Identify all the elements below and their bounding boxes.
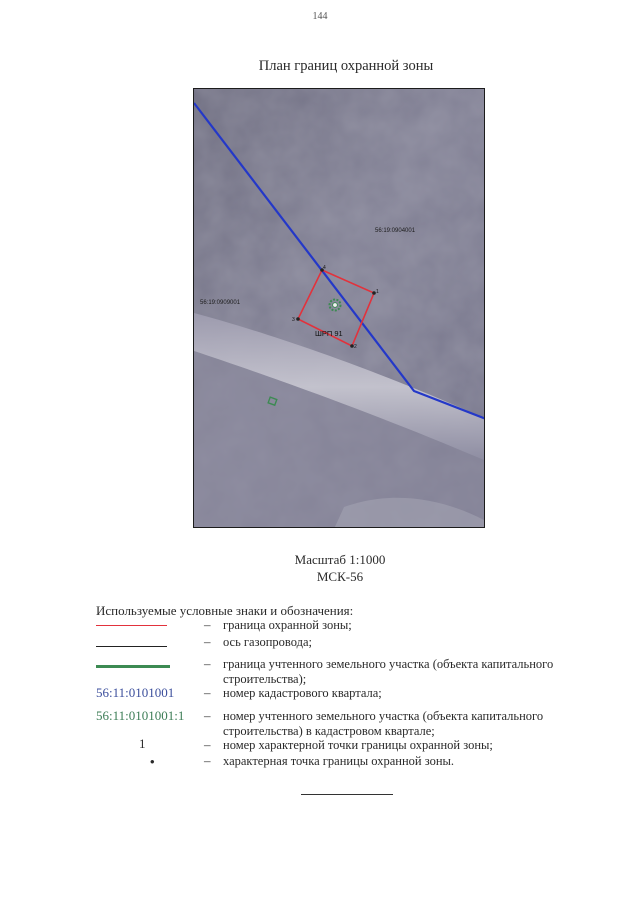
- scale-text: Масштаб 1:1000: [294, 552, 386, 567]
- legend-description: номер кадастрового квартала;: [223, 686, 382, 700]
- object-label: ШРП 91: [315, 329, 343, 338]
- legend-dash: –: [204, 656, 211, 671]
- legend-green-line-symbol: [96, 665, 170, 668]
- legend-dash: –: [204, 634, 211, 649]
- legend-point-number-symbol: 1: [139, 736, 146, 751]
- point-label: 3: [292, 317, 295, 323]
- legend-black-line-symbol: [96, 646, 167, 647]
- cadastral-quarter-label: 56:19:0904001: [375, 228, 416, 234]
- crs-text: МСК-56: [316, 569, 364, 584]
- legend-dash: –: [204, 685, 211, 700]
- legend-description: номер учтенного земельного участка (объекта капитального строительства) в кадастровом квартале;: [223, 709, 544, 738]
- boundary-point-marker: [296, 317, 300, 321]
- legend-description: ось газопровода;: [223, 635, 313, 649]
- legend-dash: –: [204, 708, 211, 723]
- legend-description: характерная точка границы охранной зоны.: [223, 754, 455, 768]
- legend-description: граница учтенного земельного участка (объекта капитального строительства);: [223, 657, 554, 686]
- map-canvas: [194, 89, 485, 528]
- legend-cadastral-quarter-symbol: 56:11:0101001: [96, 685, 175, 700]
- legend-description: граница охранной зоны;: [223, 618, 352, 632]
- legend-point-marker-symbol: •: [150, 754, 155, 769]
- map-frame: [193, 88, 485, 528]
- scale-block: [0, 551, 640, 585]
- footer-divider: [301, 794, 393, 795]
- legend-dash: –: [204, 617, 211, 632]
- point-label: 2: [354, 344, 357, 350]
- point-label: 4: [323, 265, 326, 271]
- legend-dash: –: [204, 737, 211, 752]
- cadastral-quarter-label: 56:19:0909001: [200, 300, 241, 306]
- page-number: 144: [312, 11, 328, 22]
- legend-land-plot-symbol: 56:11:0101001:1: [96, 708, 185, 723]
- page-title: План границ охранной зоны: [258, 58, 434, 74]
- legend-heading: Используемые условные знаки и обозначения:: [96, 603, 354, 618]
- legend-description: номер характерной точки границы охранной зоны;: [223, 738, 493, 752]
- legend-dash: –: [204, 753, 211, 768]
- point-label: 1: [376, 289, 379, 295]
- legend-red-line-symbol: [96, 625, 167, 626]
